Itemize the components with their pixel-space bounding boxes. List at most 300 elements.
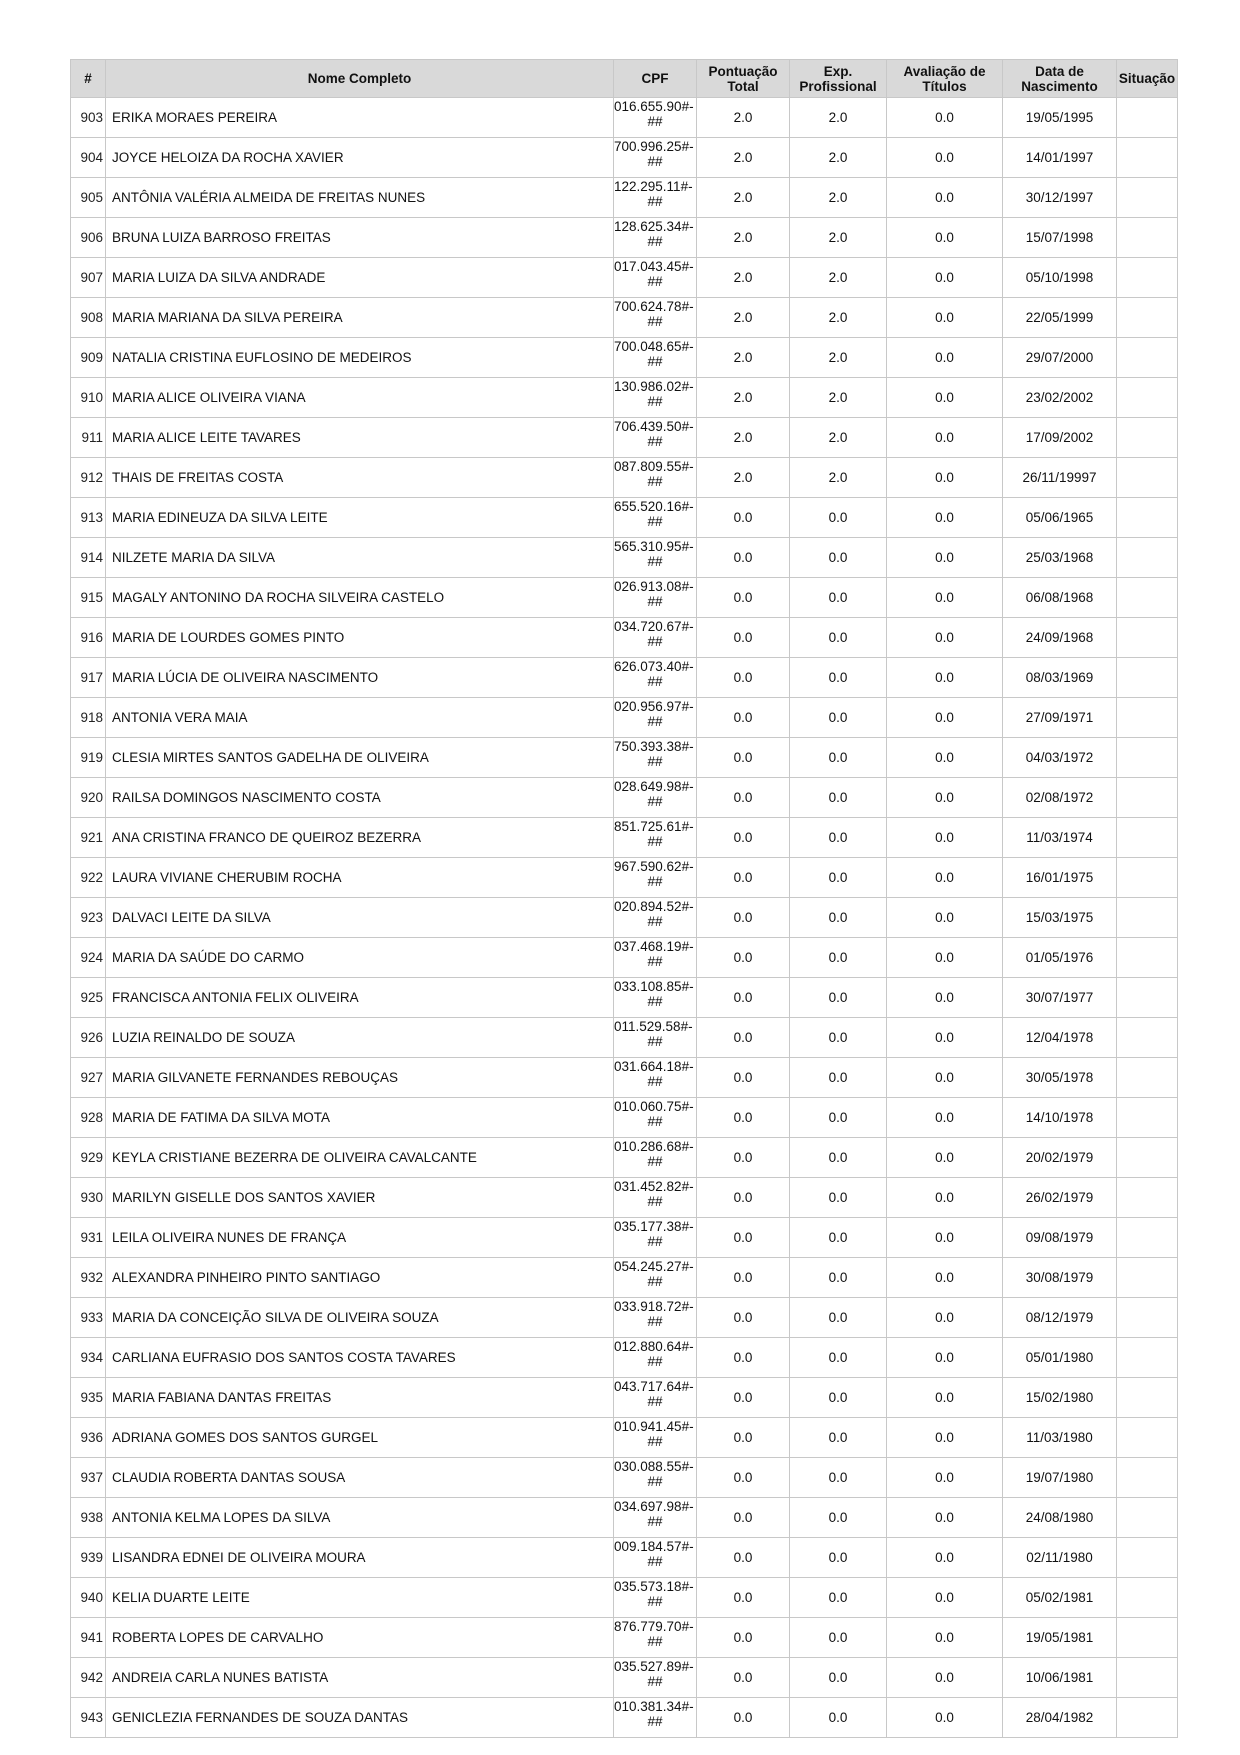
candidate-cpf [614, 418, 697, 458]
total-score: 0.0 [697, 938, 790, 978]
candidate-cpf [614, 258, 697, 298]
cpf-line2: ## [647, 1274, 663, 1289]
col-header-birthdate [1003, 60, 1117, 98]
table-row [71, 1018, 1178, 1058]
row-number: 904 [71, 138, 106, 178]
table-row [71, 138, 1178, 178]
status [1117, 1658, 1178, 1698]
cpf-line2: ## [647, 1634, 663, 1649]
birth-date: 28/04/1982 [1003, 1698, 1117, 1738]
table-row [71, 1578, 1178, 1618]
table-row [71, 698, 1178, 738]
candidate-name: MARIA MARIANA DA SILVA PEREIRA [106, 298, 614, 338]
experience-score: 2.0 [790, 258, 887, 298]
titles-score: 0.0 [887, 418, 1003, 458]
cpf-line2: ## [647, 434, 663, 449]
experience-score: 0.0 [790, 1658, 887, 1698]
candidate-cpf [614, 98, 697, 138]
titles-score: 0.0 [887, 378, 1003, 418]
status [1117, 738, 1178, 778]
total-score: 0.0 [697, 1218, 790, 1258]
row-number: 910 [71, 378, 106, 418]
birth-date: 25/03/1968 [1003, 538, 1117, 578]
candidate-name: MARIA GILVANETE FERNANDES REBOUÇAS [106, 1058, 614, 1098]
candidate-cpf [614, 1218, 697, 1258]
total-score: 2.0 [697, 418, 790, 458]
titles-score: 0.0 [887, 698, 1003, 738]
status [1117, 1498, 1178, 1538]
birth-date: 05/02/1981 [1003, 1578, 1117, 1618]
experience-score: 0.0 [790, 1218, 887, 1258]
experience-score: 2.0 [790, 98, 887, 138]
row-number: 927 [71, 1058, 106, 1098]
row-number: 923 [71, 898, 106, 938]
col-header-titles [887, 60, 1003, 98]
cpf-line1: 034.697.98#- [614, 1499, 694, 1514]
status [1117, 98, 1178, 138]
status [1117, 218, 1178, 258]
cpf-line2: ## [647, 354, 663, 369]
birth-date: 19/05/1995 [1003, 98, 1117, 138]
candidate-cpf [614, 218, 697, 258]
birth-date: 08/03/1969 [1003, 658, 1117, 698]
row-number: 930 [71, 1178, 106, 1218]
cpf-line1: 035.573.18#- [614, 1579, 694, 1594]
table-row [71, 1258, 1178, 1298]
titles-score: 0.0 [887, 498, 1003, 538]
status [1117, 1418, 1178, 1458]
status [1117, 178, 1178, 218]
cpf-line2: ## [647, 874, 663, 889]
candidate-cpf [614, 658, 697, 698]
candidate-cpf [614, 698, 697, 738]
total-score: 0.0 [697, 498, 790, 538]
experience-score: 0.0 [790, 1418, 887, 1458]
status [1117, 338, 1178, 378]
experience-score: 2.0 [790, 338, 887, 378]
titles-score: 0.0 [887, 1018, 1003, 1058]
table-row [71, 1338, 1178, 1378]
experience-score: 0.0 [790, 1138, 887, 1178]
experience-score: 0.0 [790, 1018, 887, 1058]
status [1117, 1178, 1178, 1218]
status [1117, 698, 1178, 738]
candidate-name: KELIA DUARTE LEITE [106, 1578, 614, 1618]
cpf-line1: 033.108.85#- [614, 979, 694, 994]
table-row [71, 538, 1178, 578]
row-number: 906 [71, 218, 106, 258]
titles-score: 0.0 [887, 1258, 1003, 1298]
candidate-cpf [614, 818, 697, 858]
row-number: 913 [71, 498, 106, 538]
birth-date: 26/02/1979 [1003, 1178, 1117, 1218]
table-row [71, 1658, 1178, 1698]
row-number: 928 [71, 1098, 106, 1138]
status [1117, 658, 1178, 698]
row-number: 903 [71, 98, 106, 138]
cpf-line2: ## [647, 1554, 663, 1569]
titles-score: 0.0 [887, 658, 1003, 698]
status [1117, 898, 1178, 938]
row-number: 929 [71, 1138, 106, 1178]
cpf-line2: ## [647, 834, 663, 849]
total-score: 0.0 [697, 618, 790, 658]
titles-score: 0.0 [887, 738, 1003, 778]
experience-score: 0.0 [790, 698, 887, 738]
birth-date: 26/11/19997 [1003, 458, 1117, 498]
cpf-line1: 028.649.98#- [614, 779, 694, 794]
table-row [71, 298, 1178, 338]
birth-date: 14/10/1978 [1003, 1098, 1117, 1138]
birth-date: 01/05/1976 [1003, 938, 1117, 978]
birth-date: 05/01/1980 [1003, 1338, 1117, 1378]
cpf-line1: 043.717.64#- [614, 1379, 694, 1394]
candidate-name: KEYLA CRISTIANE BEZERRA DE OLIVEIRA CAVALCANTE [106, 1138, 614, 1178]
col-header-birthdate-line2: Nascimento [1021, 78, 1098, 94]
candidate-name: MARIA DE FATIMA DA SILVA MOTA [106, 1098, 614, 1138]
birth-date: 19/05/1981 [1003, 1618, 1117, 1658]
titles-score: 0.0 [887, 1458, 1003, 1498]
titles-score: 0.0 [887, 1618, 1003, 1658]
total-score: 2.0 [697, 458, 790, 498]
total-score: 2.0 [697, 178, 790, 218]
row-number: 942 [71, 1658, 106, 1698]
cpf-line2: ## [647, 154, 663, 169]
col-header-birthdate-line1: Data de [1035, 63, 1084, 79]
row-number: 915 [71, 578, 106, 618]
birth-date: 22/05/1999 [1003, 298, 1117, 338]
cpf-line1: 851.725.61#- [614, 819, 694, 834]
candidate-name: MARIA DE LOURDES GOMES PINTO [106, 618, 614, 658]
birth-date: 24/09/1968 [1003, 618, 1117, 658]
table-row [71, 778, 1178, 818]
total-score: 0.0 [697, 1498, 790, 1538]
candidate-name: FRANCISCA ANTONIA FELIX OLIVEIRA [106, 978, 614, 1018]
candidate-name: CARLIANA EUFRASIO DOS SANTOS COSTA TAVARES [106, 1338, 614, 1378]
candidate-cpf [614, 578, 697, 618]
titles-score: 0.0 [887, 1138, 1003, 1178]
row-number: 920 [71, 778, 106, 818]
candidate-name: LUZIA REINALDO DE SOUZA [106, 1018, 614, 1058]
candidate-name: MARIA EDINEUZA DA SILVA LEITE [106, 498, 614, 538]
table-header [71, 60, 1178, 98]
candidate-name: THAIS DE FREITAS COSTA [106, 458, 614, 498]
titles-score: 0.0 [887, 1378, 1003, 1418]
table-row [71, 818, 1178, 858]
experience-score: 0.0 [790, 498, 887, 538]
titles-score: 0.0 [887, 218, 1003, 258]
birth-date: 06/08/1968 [1003, 578, 1117, 618]
col-header-titles-line2: Títulos [922, 78, 967, 94]
col-header-name: Nome Completo [106, 60, 614, 98]
table-row [71, 898, 1178, 938]
birth-date: 16/01/1975 [1003, 858, 1117, 898]
candidate-name: ALEXANDRA PINHEIRO PINTO SANTIAGO [106, 1258, 614, 1298]
total-score: 2.0 [697, 258, 790, 298]
candidate-name: RAILSA DOMINGOS NASCIMENTO COSTA [106, 778, 614, 818]
candidate-cpf [614, 1698, 697, 1738]
status [1117, 1058, 1178, 1098]
status [1117, 1538, 1178, 1578]
titles-score: 0.0 [887, 858, 1003, 898]
titles-score: 0.0 [887, 778, 1003, 818]
total-score: 0.0 [697, 658, 790, 698]
cpf-line2: ## [647, 474, 663, 489]
total-score: 0.0 [697, 698, 790, 738]
titles-score: 0.0 [887, 258, 1003, 298]
cpf-line1: 626.073.40#- [614, 659, 694, 674]
titles-score: 0.0 [887, 578, 1003, 618]
candidate-cpf [614, 498, 697, 538]
cpf-line2: ## [647, 234, 663, 249]
total-score: 0.0 [697, 858, 790, 898]
candidate-cpf [614, 1018, 697, 1058]
cpf-line2: ## [647, 1354, 663, 1369]
status [1117, 618, 1178, 658]
total-score: 0.0 [697, 1338, 790, 1378]
titles-score: 0.0 [887, 618, 1003, 658]
candidate-name: ROBERTA LOPES DE CARVALHO [106, 1618, 614, 1658]
experience-score: 0.0 [790, 1538, 887, 1578]
cpf-line2: ## [647, 1114, 663, 1129]
cpf-line2: ## [647, 914, 663, 929]
status [1117, 1618, 1178, 1658]
experience-score: 0.0 [790, 818, 887, 858]
candidate-name: NATALIA CRISTINA EUFLOSINO DE MEDEIROS [106, 338, 614, 378]
status [1117, 538, 1178, 578]
candidate-cpf [614, 458, 697, 498]
row-number: 931 [71, 1218, 106, 1258]
total-score: 0.0 [697, 1178, 790, 1218]
status [1117, 1458, 1178, 1498]
total-score: 2.0 [697, 218, 790, 258]
row-number: 932 [71, 1258, 106, 1298]
cpf-line1: 012.880.64#- [614, 1339, 694, 1354]
candidate-name: CLAUDIA ROBERTA DANTAS SOUSA [106, 1458, 614, 1498]
status [1117, 1378, 1178, 1418]
cpf-line2: ## [647, 554, 663, 569]
candidate-name: ADRIANA GOMES DOS SANTOS GURGEL [106, 1418, 614, 1458]
row-number: 941 [71, 1618, 106, 1658]
cpf-line2: ## [647, 1714, 663, 1729]
cpf-line2: ## [647, 1074, 663, 1089]
table-row [71, 938, 1178, 978]
table-row [71, 618, 1178, 658]
candidate-cpf [614, 1378, 697, 1418]
candidate-cpf [614, 1298, 697, 1338]
titles-score: 0.0 [887, 818, 1003, 858]
candidate-name: ANTONIA KELMA LOPES DA SILVA [106, 1498, 614, 1538]
titles-score: 0.0 [887, 1698, 1003, 1738]
candidate-cpf [614, 778, 697, 818]
candidate-cpf [614, 378, 697, 418]
table-row [71, 1618, 1178, 1658]
experience-score: 0.0 [790, 1338, 887, 1378]
cpf-line1: 876.779.70#- [614, 1619, 694, 1634]
status [1117, 1338, 1178, 1378]
cpf-line1: 026.913.08#- [614, 579, 694, 594]
cpf-line2: ## [647, 1514, 663, 1529]
candidate-cpf [614, 1098, 697, 1138]
candidate-cpf [614, 898, 697, 938]
table-row [71, 258, 1178, 298]
table-row [71, 458, 1178, 498]
table-row [71, 1178, 1178, 1218]
table-row [71, 1538, 1178, 1578]
row-number: 914 [71, 538, 106, 578]
candidate-name: GENICLEZIA FERNANDES DE SOUZA DANTAS [106, 1698, 614, 1738]
experience-score: 0.0 [790, 858, 887, 898]
birth-date: 08/12/1979 [1003, 1298, 1117, 1338]
total-score: 0.0 [697, 1698, 790, 1738]
experience-score: 0.0 [790, 1618, 887, 1658]
candidate-cpf [614, 858, 697, 898]
candidate-name: BRUNA LUIZA BARROSO FREITAS [106, 218, 614, 258]
birth-date: 30/07/1977 [1003, 978, 1117, 1018]
cpf-line2: ## [647, 1594, 663, 1609]
cpf-line1: 037.468.19#- [614, 939, 694, 954]
experience-score: 2.0 [790, 178, 887, 218]
status [1117, 298, 1178, 338]
birth-date: 10/06/1981 [1003, 1658, 1117, 1698]
candidate-name: MARIA ALICE OLIVEIRA VIANA [106, 378, 614, 418]
row-number: 921 [71, 818, 106, 858]
candidate-name: DALVACI LEITE DA SILVA [106, 898, 614, 938]
candidate-cpf [614, 1178, 697, 1218]
candidate-name: LEILA OLIVEIRA NUNES DE FRANÇA [106, 1218, 614, 1258]
candidate-cpf [614, 1258, 697, 1298]
cpf-line2: ## [647, 1194, 663, 1209]
titles-score: 0.0 [887, 1538, 1003, 1578]
birth-date: 23/02/2002 [1003, 378, 1117, 418]
cpf-line2: ## [647, 594, 663, 609]
table-body [71, 98, 1178, 1738]
titles-score: 0.0 [887, 458, 1003, 498]
total-score: 0.0 [697, 1138, 790, 1178]
row-number: 907 [71, 258, 106, 298]
candidate-name: MARIA LÚCIA DE OLIVEIRA NASCIMENTO [106, 658, 614, 698]
cpf-line2: ## [647, 954, 663, 969]
birth-date: 20/02/1979 [1003, 1138, 1117, 1178]
status [1117, 498, 1178, 538]
row-number: 935 [71, 1378, 106, 1418]
cpf-line1: 700.624.78#- [614, 299, 694, 314]
experience-score: 0.0 [790, 1178, 887, 1218]
experience-score: 2.0 [790, 218, 887, 258]
row-number: 922 [71, 858, 106, 898]
total-score: 2.0 [697, 338, 790, 378]
total-score: 0.0 [697, 778, 790, 818]
birth-date: 15/07/1998 [1003, 218, 1117, 258]
total-score: 0.0 [697, 1578, 790, 1618]
row-number: 912 [71, 458, 106, 498]
table-row [71, 978, 1178, 1018]
cpf-line1: 700.996.25#- [614, 139, 694, 154]
total-score: 0.0 [697, 978, 790, 1018]
birth-date: 27/09/1971 [1003, 698, 1117, 738]
total-score: 0.0 [697, 1098, 790, 1138]
cpf-line2: ## [647, 674, 663, 689]
total-score: 0.0 [697, 538, 790, 578]
candidate-name: MARIA FABIANA DANTAS FREITAS [106, 1378, 614, 1418]
titles-score: 0.0 [887, 1098, 1003, 1138]
birth-date: 30/12/1997 [1003, 178, 1117, 218]
status [1117, 1098, 1178, 1138]
status [1117, 1218, 1178, 1258]
candidate-cpf [614, 1338, 697, 1378]
cpf-line2: ## [647, 1314, 663, 1329]
row-number: 905 [71, 178, 106, 218]
row-number: 908 [71, 298, 106, 338]
birth-date: 15/03/1975 [1003, 898, 1117, 938]
status [1117, 1578, 1178, 1618]
experience-score: 2.0 [790, 458, 887, 498]
titles-score: 0.0 [887, 938, 1003, 978]
candidate-name: LAURA VIVIANE CHERUBIM ROCHA [106, 858, 614, 898]
total-score: 0.0 [697, 1058, 790, 1098]
candidate-name: MAGALY ANTONINO DA ROCHA SILVEIRA CASTELO [106, 578, 614, 618]
candidate-cpf [614, 538, 697, 578]
row-number: 911 [71, 418, 106, 458]
status [1117, 458, 1178, 498]
col-header-experience-line1: Exp. [823, 63, 853, 79]
titles-score: 0.0 [887, 978, 1003, 1018]
status [1117, 418, 1178, 458]
cpf-line1: 031.664.18#- [614, 1059, 694, 1074]
total-score: 0.0 [697, 1378, 790, 1418]
candidate-cpf [614, 1658, 697, 1698]
cpf-line1: 034.720.67#- [614, 619, 694, 634]
row-number: 936 [71, 1418, 106, 1458]
experience-score: 0.0 [790, 1378, 887, 1418]
table-row [71, 738, 1178, 778]
candidate-cpf [614, 1538, 697, 1578]
titles-score: 0.0 [887, 338, 1003, 378]
titles-score: 0.0 [887, 178, 1003, 218]
titles-score: 0.0 [887, 538, 1003, 578]
col-header-experience [790, 60, 887, 98]
results-table [70, 59, 1178, 1738]
table-row [71, 1218, 1178, 1258]
total-score: 0.0 [697, 1658, 790, 1698]
table-row [71, 1138, 1178, 1178]
status [1117, 778, 1178, 818]
experience-score: 0.0 [790, 1258, 887, 1298]
birth-date: 19/07/1980 [1003, 1458, 1117, 1498]
total-score: 0.0 [697, 578, 790, 618]
candidate-cpf [614, 1578, 697, 1618]
experience-score: 0.0 [790, 1098, 887, 1138]
cpf-line2: ## [647, 274, 663, 289]
experience-score: 2.0 [790, 418, 887, 458]
experience-score: 0.0 [790, 978, 887, 1018]
candidate-name: JOYCE HELOIZA DA ROCHA XAVIER [106, 138, 614, 178]
table-row [71, 218, 1178, 258]
candidate-name: ANTÔNIA VALÉRIA ALMEIDA DE FREITAS NUNES [106, 178, 614, 218]
candidate-name: ANA CRISTINA FRANCO DE QUEIROZ BEZERRA [106, 818, 614, 858]
candidate-cpf [614, 618, 697, 658]
cpf-line1: 750.393.38#- [614, 739, 694, 754]
candidate-name: LISANDRA EDNEI DE OLIVEIRA MOURA [106, 1538, 614, 1578]
col-header-number: # [71, 60, 106, 98]
total-score: 2.0 [697, 378, 790, 418]
cpf-line1: 017.043.45#- [614, 259, 694, 274]
titles-score: 0.0 [887, 1498, 1003, 1538]
candidate-cpf [614, 338, 697, 378]
experience-score: 0.0 [790, 938, 887, 978]
table-row [71, 658, 1178, 698]
birth-date: 05/06/1965 [1003, 498, 1117, 538]
